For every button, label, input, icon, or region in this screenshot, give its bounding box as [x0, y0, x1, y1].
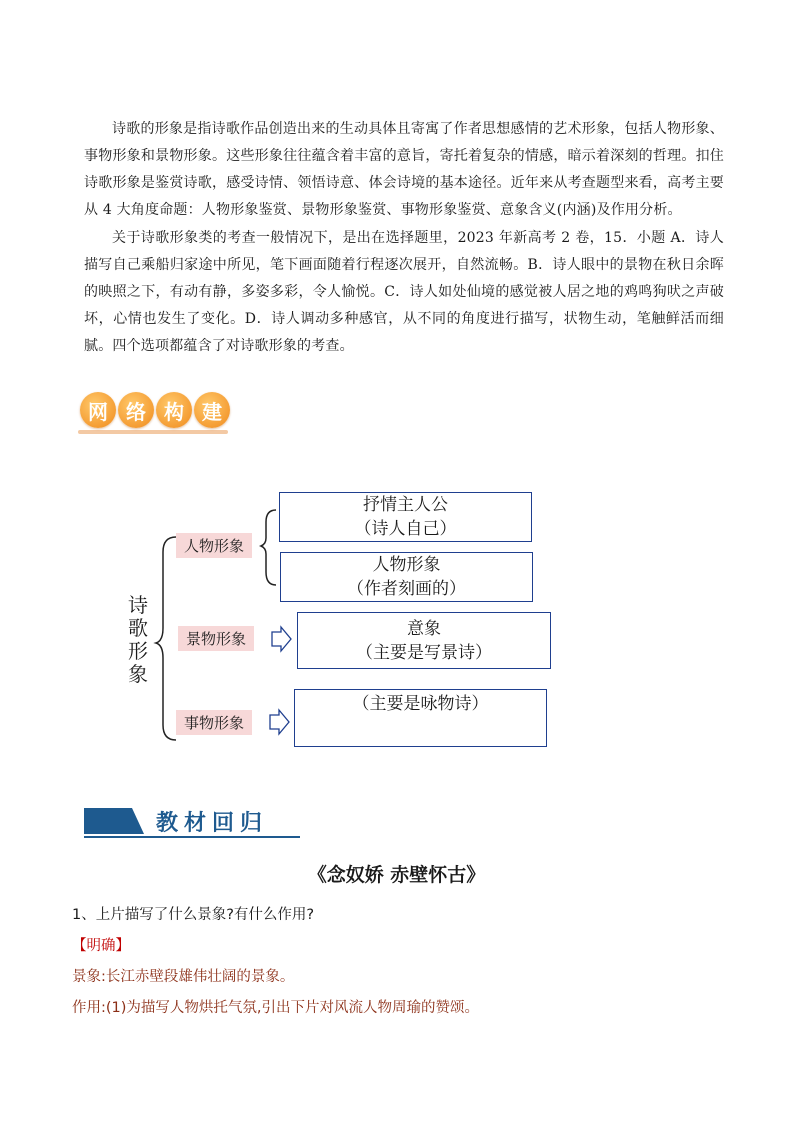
box-lyric-protagonist — [279, 492, 532, 542]
banner-char-3: 构 — [156, 392, 192, 428]
box-portrayed-person-line2: （作者刻画的） — [347, 579, 466, 599]
textbook-review-banner — [84, 806, 300, 838]
label-object-image: 事物形象 — [176, 710, 252, 735]
poem-title: 《念奴娇 赤壁怀古》 — [307, 864, 486, 886]
question-1: 1、上片描写了什么景象?有什么作用? — [72, 907, 315, 923]
box-object-poem-line1: （主要是咏物诗） — [352, 694, 489, 714]
banner-parallelogram — [84, 808, 148, 834]
banner-char-1: 网 — [80, 392, 116, 428]
box-portrayed-person — [280, 552, 533, 602]
label-scene-image: 景物形象 — [178, 626, 254, 651]
label-person-image: 人物形象 — [176, 533, 252, 558]
box-lyric-protagonist-line1: 抒情主人公 — [363, 495, 448, 515]
intro-paragraph-1: 诗歌的形象是指诗歌作品创造出来的生动具体且寄寓了作者思想感情的艺术形象，包括人物形象、事物形象和景物形象。这些形象往往蕴含着丰富的意旨，寄托着复杂的情感，暗示着深刻的哲理。扣住诗歌形象是鉴赏诗歌，感受诗情、领悟诗意、体会诗境的基本途径。近年来从考查题型来看，高考主要从 4 大角度命题：人物形象鉴赏、景物形象鉴赏、事物形象鉴赏、意象含义(内涵)及作用分析。 — [84, 121, 724, 218]
intro-paragraph-2: 关于诗歌形象类的考查一般情况下，是出在选择题里，2023 年新高考 2 卷，15．小题 A．诗人描写自己乘船归家途中所见，笔下画面随着行程逐次展开，自然流畅。B．诗人眼中的景物在秋日余晖的映照之下，有动有静，多姿多彩，令人愉悦。C．诗人如处仙境的感觉被人居之地的鸡鸣狗吠之声破坏，心情也发生了变化。D．诗人调动多种感官，从不同的角度进行描写，状物生动，笔触鲜活而细腻。四个选项都蕴含了对诗歌形象的考查。 — [84, 230, 724, 354]
box-lyric-protagonist-line2: （诗人自己） — [354, 519, 457, 539]
banner-title: 教材回归 — [156, 811, 269, 836]
mindmap-root: 诗歌形象 — [128, 593, 148, 686]
banner-rule — [84, 836, 300, 838]
box-imagery — [297, 612, 551, 669]
banner-char-4: 建 — [194, 392, 230, 428]
answer-scene: 景象:长江赤壁段雄伟壮阔的景象。 — [72, 969, 295, 985]
answer-effect: 作用:(1)为描写人物烘托气氛,引出下片对风流人物周瑜的赞颂。 — [72, 1000, 480, 1016]
box-object-poem — [294, 689, 547, 747]
box-imagery-line2: （主要是写景诗） — [356, 642, 492, 663]
banner-char-2: 络 — [118, 392, 154, 428]
answer-tag: 【明确】 — [72, 938, 130, 954]
box-imagery-line1: 意象 — [407, 618, 441, 639]
box-portrayed-person-line1: 人物形象 — [372, 555, 441, 575]
